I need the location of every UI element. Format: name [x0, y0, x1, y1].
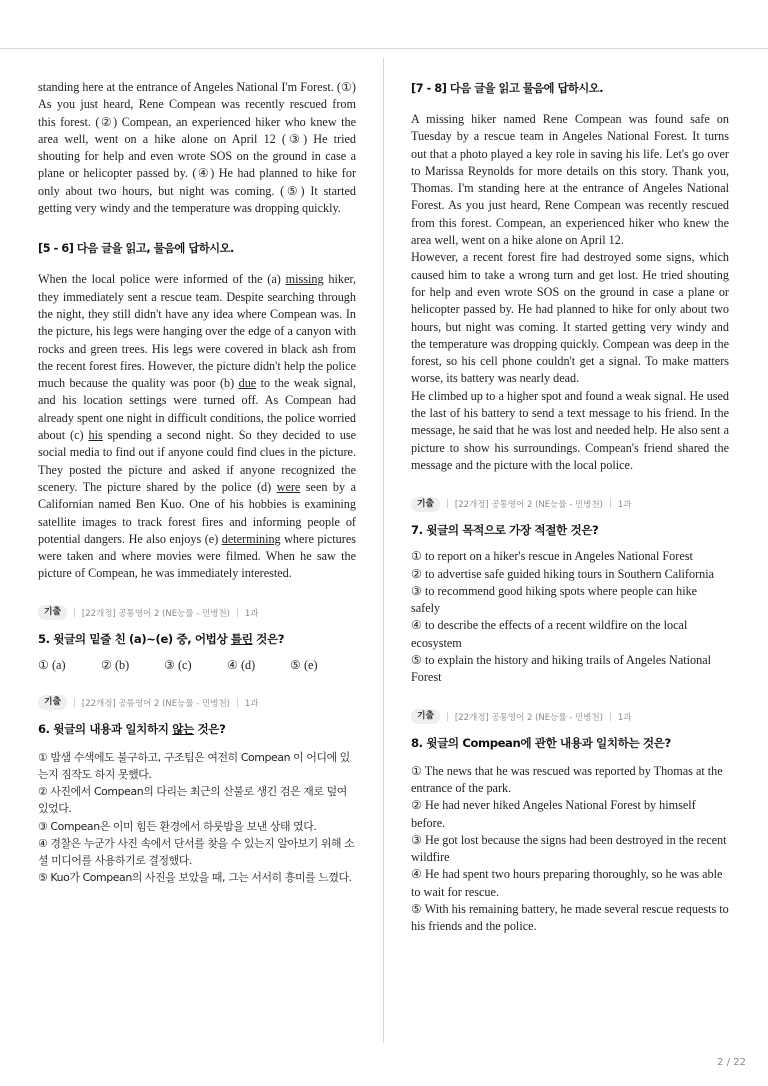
q7-lesson: 1과 — [617, 500, 632, 511]
q7-option[interactable]: ③ to recommend good hiking spots where people can hike safely — [411, 583, 698, 616]
q6-option[interactable]: ⑤ Kuo가 Compean의 사진을 보았을 때, 그는 서서히 흥미를 느꼈다. — [38, 871, 352, 885]
q6-option[interactable]: ② 사진에서 Compean의 다리는 최근의 산불로 생긴 검은 재로 덮여 있었다. — [38, 785, 347, 816]
q8-lesson: 1과 — [617, 712, 632, 723]
q7-option[interactable]: ④ to describe the effects of a recent wildfire on the local ecosystem — [411, 618, 688, 650]
q7-option[interactable]: ① to report on a hiker's rescue in Angeles National Forest — [411, 549, 693, 564]
passage-7-8-p2: However, a recent forest fire had destroyed some signs, which caused him to take a wrong turn and get lost. He tried shouting for help and even wrote SOS on the ground in case a plane or helicopter passed by. He had planned to hike for only about two hours, but night was coming. It started getting very windy and the temperature was dropping quickly. Compean was deep in the forest, so his cell phone couldn't get a signal. To make matters worse, its battery was nearly dead. — [411, 250, 729, 386]
underline-e: determining — [221, 531, 281, 546]
right-column — [411, 81, 729, 936]
q6-title: 6. 윗글의 내용과 일치하지 않는 것은? — [38, 721, 226, 736]
q8-option[interactable]: ① The news that he was rescued was reported by Thomas at the entrance of the park. — [411, 763, 723, 795]
q6-tag: 기출 — [38, 695, 67, 710]
underline-a: missing — [285, 272, 324, 287]
q5-options — [38, 657, 356, 674]
q8-option[interactable]: ④ He had spent two hours preparing thoroughly, so he was able to wait for rescue. — [411, 867, 723, 899]
q7-source: [22개정] 공통영어 2 (NE능률 - 민병천) — [454, 500, 603, 511]
q8-title: 8. 윗글의 Compean에 관한 내용과 일치하는 것은? — [411, 735, 671, 750]
q5-option[interactable]: ④ (d) — [227, 657, 256, 672]
q6-option[interactable]: ④ 경찰은 누군가 사진 속에서 단서를 찾을 수 있는지 알아보기 위해 소셜 미디어를 사용하기로 결정했다. — [38, 836, 355, 867]
q7-source-row: 기출 | [22개정] 공통영어 2 (NE능률 - 민병천) | 1과 — [411, 496, 729, 512]
left-column — [38, 79, 356, 886]
section-title-5-6: [5 - 6] 다음 글을 읽고, 물음에 답하시오. — [38, 242, 234, 256]
underline-d: were — [276, 479, 301, 494]
q8-option[interactable]: ⑤ With his remaining battery, he made several rescue requests to his friends and the police. — [411, 901, 729, 934]
passage-continuation: standing here at the entrance of Angeles National I'm Forest. (①) As you just heard, Rene Compean was recently rescued from this forest. (②) Compean, an experienced hiker who knew the area well, went on a hike alone on April 12 (③) He tried shouting for help and even wrote SOS on the ground in case a plane or helicopter passed by. (④) He had planned to hike for only about two hours, but night was coming. (⑤) It started getting very windy and the temperature was dropping quickly. — [38, 80, 356, 216]
q6-option[interactable]: ① 밤샘 수색에도 불구하고, 구조팀은 여전히 Compean 이 어디에 있는지 짐작도 하지 못했다. — [38, 750, 350, 781]
q5-option[interactable]: ⑤ (e) — [290, 657, 318, 672]
q7-tag: 기출 — [411, 497, 440, 512]
underline-b: due — [238, 376, 257, 391]
q5-option[interactable]: ② (b) — [101, 657, 130, 672]
header-rule — [0, 48, 768, 49]
q6-source: [22개정] 공통영어 2 (NE능률 - 민병천) — [81, 698, 230, 709]
page-number: 2 / 22 — [717, 1057, 746, 1068]
q5-tag: 기출 — [38, 605, 67, 620]
q8-source-row: 기출 | [22개정] 공통영어 2 (NE능률 - 민병천) | 1과 — [411, 709, 729, 725]
q6-lesson: 1과 — [244, 698, 259, 709]
q8-option[interactable]: ② He had never hiked Angeles National Forest by himself before. — [411, 798, 696, 830]
q7-option[interactable]: ⑤ to explain the history and hiking trails of Angeles National Forest — [411, 653, 711, 685]
q5-source-row: 기출 | [22개정] 공통영어 2 (NE능률 - 민병천) | 1과 — [38, 605, 356, 621]
q5-lesson: 1과 — [244, 608, 259, 619]
column-divider — [383, 58, 384, 1043]
underline-c: his — [88, 428, 103, 443]
q7-title: 7. 윗글의 목적으로 가장 적절한 것은? — [411, 523, 599, 538]
q6-source-row: 기출 | [22개정] 공통영어 2 (NE능률 - 민병천) | 1과 — [38, 695, 356, 711]
q8-source: [22개정] 공통영어 2 (NE능률 - 민병천) — [454, 712, 603, 723]
passage-5-6: When the local police were informed of the (a) missing hiker, they immediately sent a rescue team. Despite searching through the night, they still didn't have any idea where Compean was. In the picture, his legs were hanging over the edge of a canyon with rocks and green trees. His legs were covered in black ash from the recent forest fires. However, the picture didn't help the police much because the quality was poor (b) due to the weak signal, and his location settings were turned off. As Compean had already spent one night in difficult conditions, the police worried about (c) his spending a second night. So they decided to use social media to find out if anyone could find clues in the picture. They posted the picture and asked if anyone recognized the scenery. The picture shared by the police (d) were seen by a Californian named Ben Kuo. One of his hobbies is examining satellite images to track forest fires and informing people of potential dangers. He also enjoys (e) determining where pictures were taken and where movies were filmed. When he saw the picture of Compean, he was immediately interested. — [38, 272, 357, 581]
q5-option[interactable]: ③ (c) — [164, 657, 192, 672]
q8-tag: 기출 — [411, 709, 440, 724]
q5-option[interactable]: ① (a) — [38, 657, 66, 672]
passage-7-8-p3: He climbed up to a higher spot and found a weak signal. He used the last of his battery to send a text message to his friend. In the message, he said that he was lost and needed help. He also sent a picture to show his surroundings. Compean's friend shared the message and the picture with the local police. — [411, 388, 729, 472]
q5-source: [22개정] 공통영어 2 (NE능률 - 민병천) — [81, 608, 230, 619]
q8-option[interactable]: ③ He got lost because the signs had been destroyed in the recent wildfire — [411, 832, 727, 865]
q7-option[interactable]: ② to advertise safe guided hiking tours in Southern California — [411, 566, 715, 581]
q6-option[interactable]: ③ Compean은 이미 힘든 환경에서 하룻밤을 보낸 상태 였다. — [38, 819, 317, 833]
q5-title: 5. 윗글의 밑줄 친 (a)~(e) 중, 어법상 틀린 것은? — [38, 631, 285, 646]
passage-7-8-p1: A missing hiker named Rene Compean was found safe on Tuesday by a rescue team in Angeles National Forest. It turns out that a photo played a key role in saving his life. Let's go over to Marissa Reynolds for more details on this story. Thank you, Thomas. I'm standing here at the entrance of Angeles National Forest. As you just heard, Rene Compean was recently rescued from this forest. Compean, an experienced hiker who knew the area well, went on a hike alone on April 12. — [411, 112, 729, 248]
section-title-7-8: [7 - 8] 다음 글을 읽고 물음에 답하시오. — [411, 82, 604, 95]
